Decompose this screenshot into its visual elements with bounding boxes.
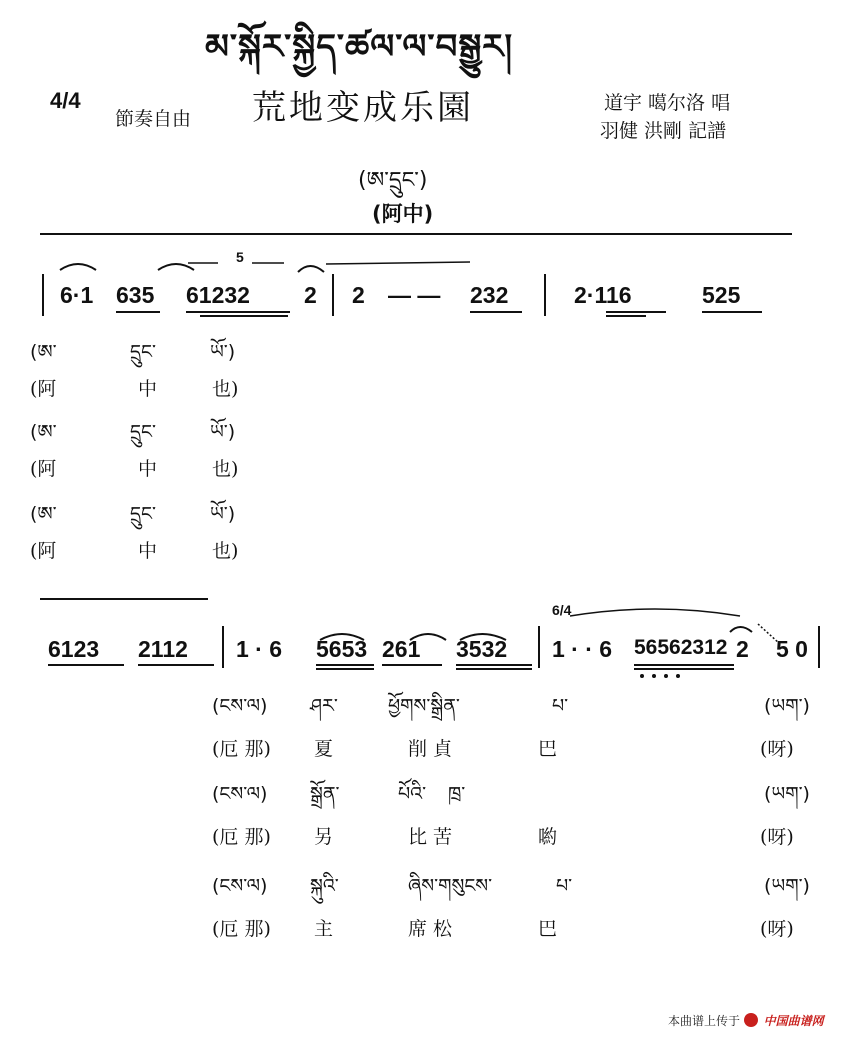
barline bbox=[818, 626, 820, 668]
watermark-site: 中国曲谱网 bbox=[763, 1014, 824, 1028]
staff-rule-top bbox=[40, 233, 792, 235]
note-group: 3532 bbox=[456, 636, 508, 662]
note-group: 525 bbox=[702, 282, 741, 308]
beam bbox=[186, 311, 290, 313]
beam bbox=[316, 668, 374, 670]
lyric-row: (ངས་ལ) སྐུའི་ ཞིས་གསུངས་ པ་ (ཡག་) bbox=[212, 875, 810, 897]
note-group: 5653 bbox=[316, 636, 368, 662]
beam bbox=[456, 664, 532, 666]
lyric-row: (ངས་ལ) ཤར་ ཕྱོགས་སྒྲིན་ པ་ (ཡག་) bbox=[212, 695, 810, 717]
beam bbox=[48, 664, 124, 666]
tibetan-title: མ་སྐོར་སྐྱིད་ཚལ་ལ་བསྒྱུར། bbox=[205, 27, 514, 67]
beam bbox=[382, 664, 442, 666]
tuplet-number: 5 bbox=[236, 249, 244, 265]
credits-singer: 道宇 噶尔洛 唱 bbox=[604, 92, 731, 114]
lyric-row: (ཨ་ དྲུང་ ཡོ་) bbox=[30, 421, 236, 443]
note-group: 635 bbox=[116, 282, 155, 308]
credits-notation: 羽健 洪剛 記譜 bbox=[600, 120, 727, 142]
lyric-row: (阿 中 也) bbox=[30, 540, 239, 562]
beam bbox=[606, 311, 666, 313]
octave-dot bbox=[652, 674, 656, 678]
beam bbox=[138, 664, 214, 666]
beam bbox=[116, 311, 160, 313]
note-group: — — bbox=[388, 282, 441, 308]
lyric-row: (厄 那) 主 席 松 巴 (呀) bbox=[212, 918, 794, 940]
beam bbox=[634, 668, 734, 670]
barline bbox=[544, 274, 546, 316]
lyric-row: (阿 中 也) bbox=[30, 378, 239, 400]
subtitle-tibetan: (ཨ་དྲུང་) bbox=[358, 168, 428, 193]
song-title: 荒地变成乐園 bbox=[252, 88, 474, 128]
lyric-row: (阿 中 也) bbox=[30, 458, 239, 480]
beam bbox=[634, 664, 734, 666]
octave-dot bbox=[676, 674, 680, 678]
note-group: 2 bbox=[736, 636, 749, 662]
note-group: 2·116 bbox=[574, 282, 632, 308]
tie-line bbox=[40, 598, 208, 600]
beam bbox=[456, 668, 532, 670]
note-group: 2 bbox=[304, 282, 317, 308]
note-group: 1 · 6 bbox=[236, 636, 283, 662]
slur-marks bbox=[40, 250, 540, 280]
barline bbox=[538, 626, 540, 668]
barline bbox=[332, 274, 334, 316]
barline bbox=[222, 626, 224, 668]
note-group: 232 bbox=[470, 282, 509, 308]
watermark bbox=[668, 1012, 824, 1029]
time-change: 6/4 bbox=[552, 602, 572, 618]
note-group: 5 0 bbox=[776, 636, 808, 662]
beam bbox=[470, 311, 522, 313]
note-group: 6123 bbox=[48, 636, 100, 662]
beam bbox=[200, 315, 288, 317]
lyric-row: (ཨ་ དྲུང་ ཡོ་) bbox=[30, 341, 236, 363]
note-group: 1 · · 6 bbox=[552, 636, 613, 662]
note-group: 56562312 bbox=[634, 636, 728, 659]
lyric-row: (ངས་ལ) སྒྲོན་ པོའི་ ཁྲ་ (ཡག་) bbox=[212, 783, 810, 805]
lyric-row: (厄 那) 夏 削 貞 巴 (呀) bbox=[212, 738, 794, 760]
beam bbox=[316, 664, 374, 666]
octave-dot bbox=[640, 674, 644, 678]
note-group: 261 bbox=[382, 636, 421, 662]
time-signature: 4/4 bbox=[50, 88, 81, 113]
lyric-row: (ཨ་ དྲུང་ ཡོ་) bbox=[30, 503, 236, 525]
site-logo-icon bbox=[744, 1013, 758, 1027]
note-group: 61232 bbox=[186, 282, 250, 308]
beam bbox=[702, 311, 762, 313]
note-group: 6·1 bbox=[60, 282, 94, 308]
beam bbox=[606, 315, 646, 317]
watermark-prefix: 本曲谱上传于 bbox=[668, 1014, 741, 1028]
note-group: 2112 bbox=[138, 636, 188, 662]
lyric-row: (厄 那) 另 比 苦 喲 (呀) bbox=[212, 826, 794, 848]
subtitle-chinese: (阿中) bbox=[372, 202, 434, 226]
tempo-marking: 節奏自由 bbox=[115, 108, 192, 130]
note-group: 2 bbox=[352, 282, 365, 308]
barline bbox=[42, 274, 44, 316]
octave-dot bbox=[664, 674, 668, 678]
